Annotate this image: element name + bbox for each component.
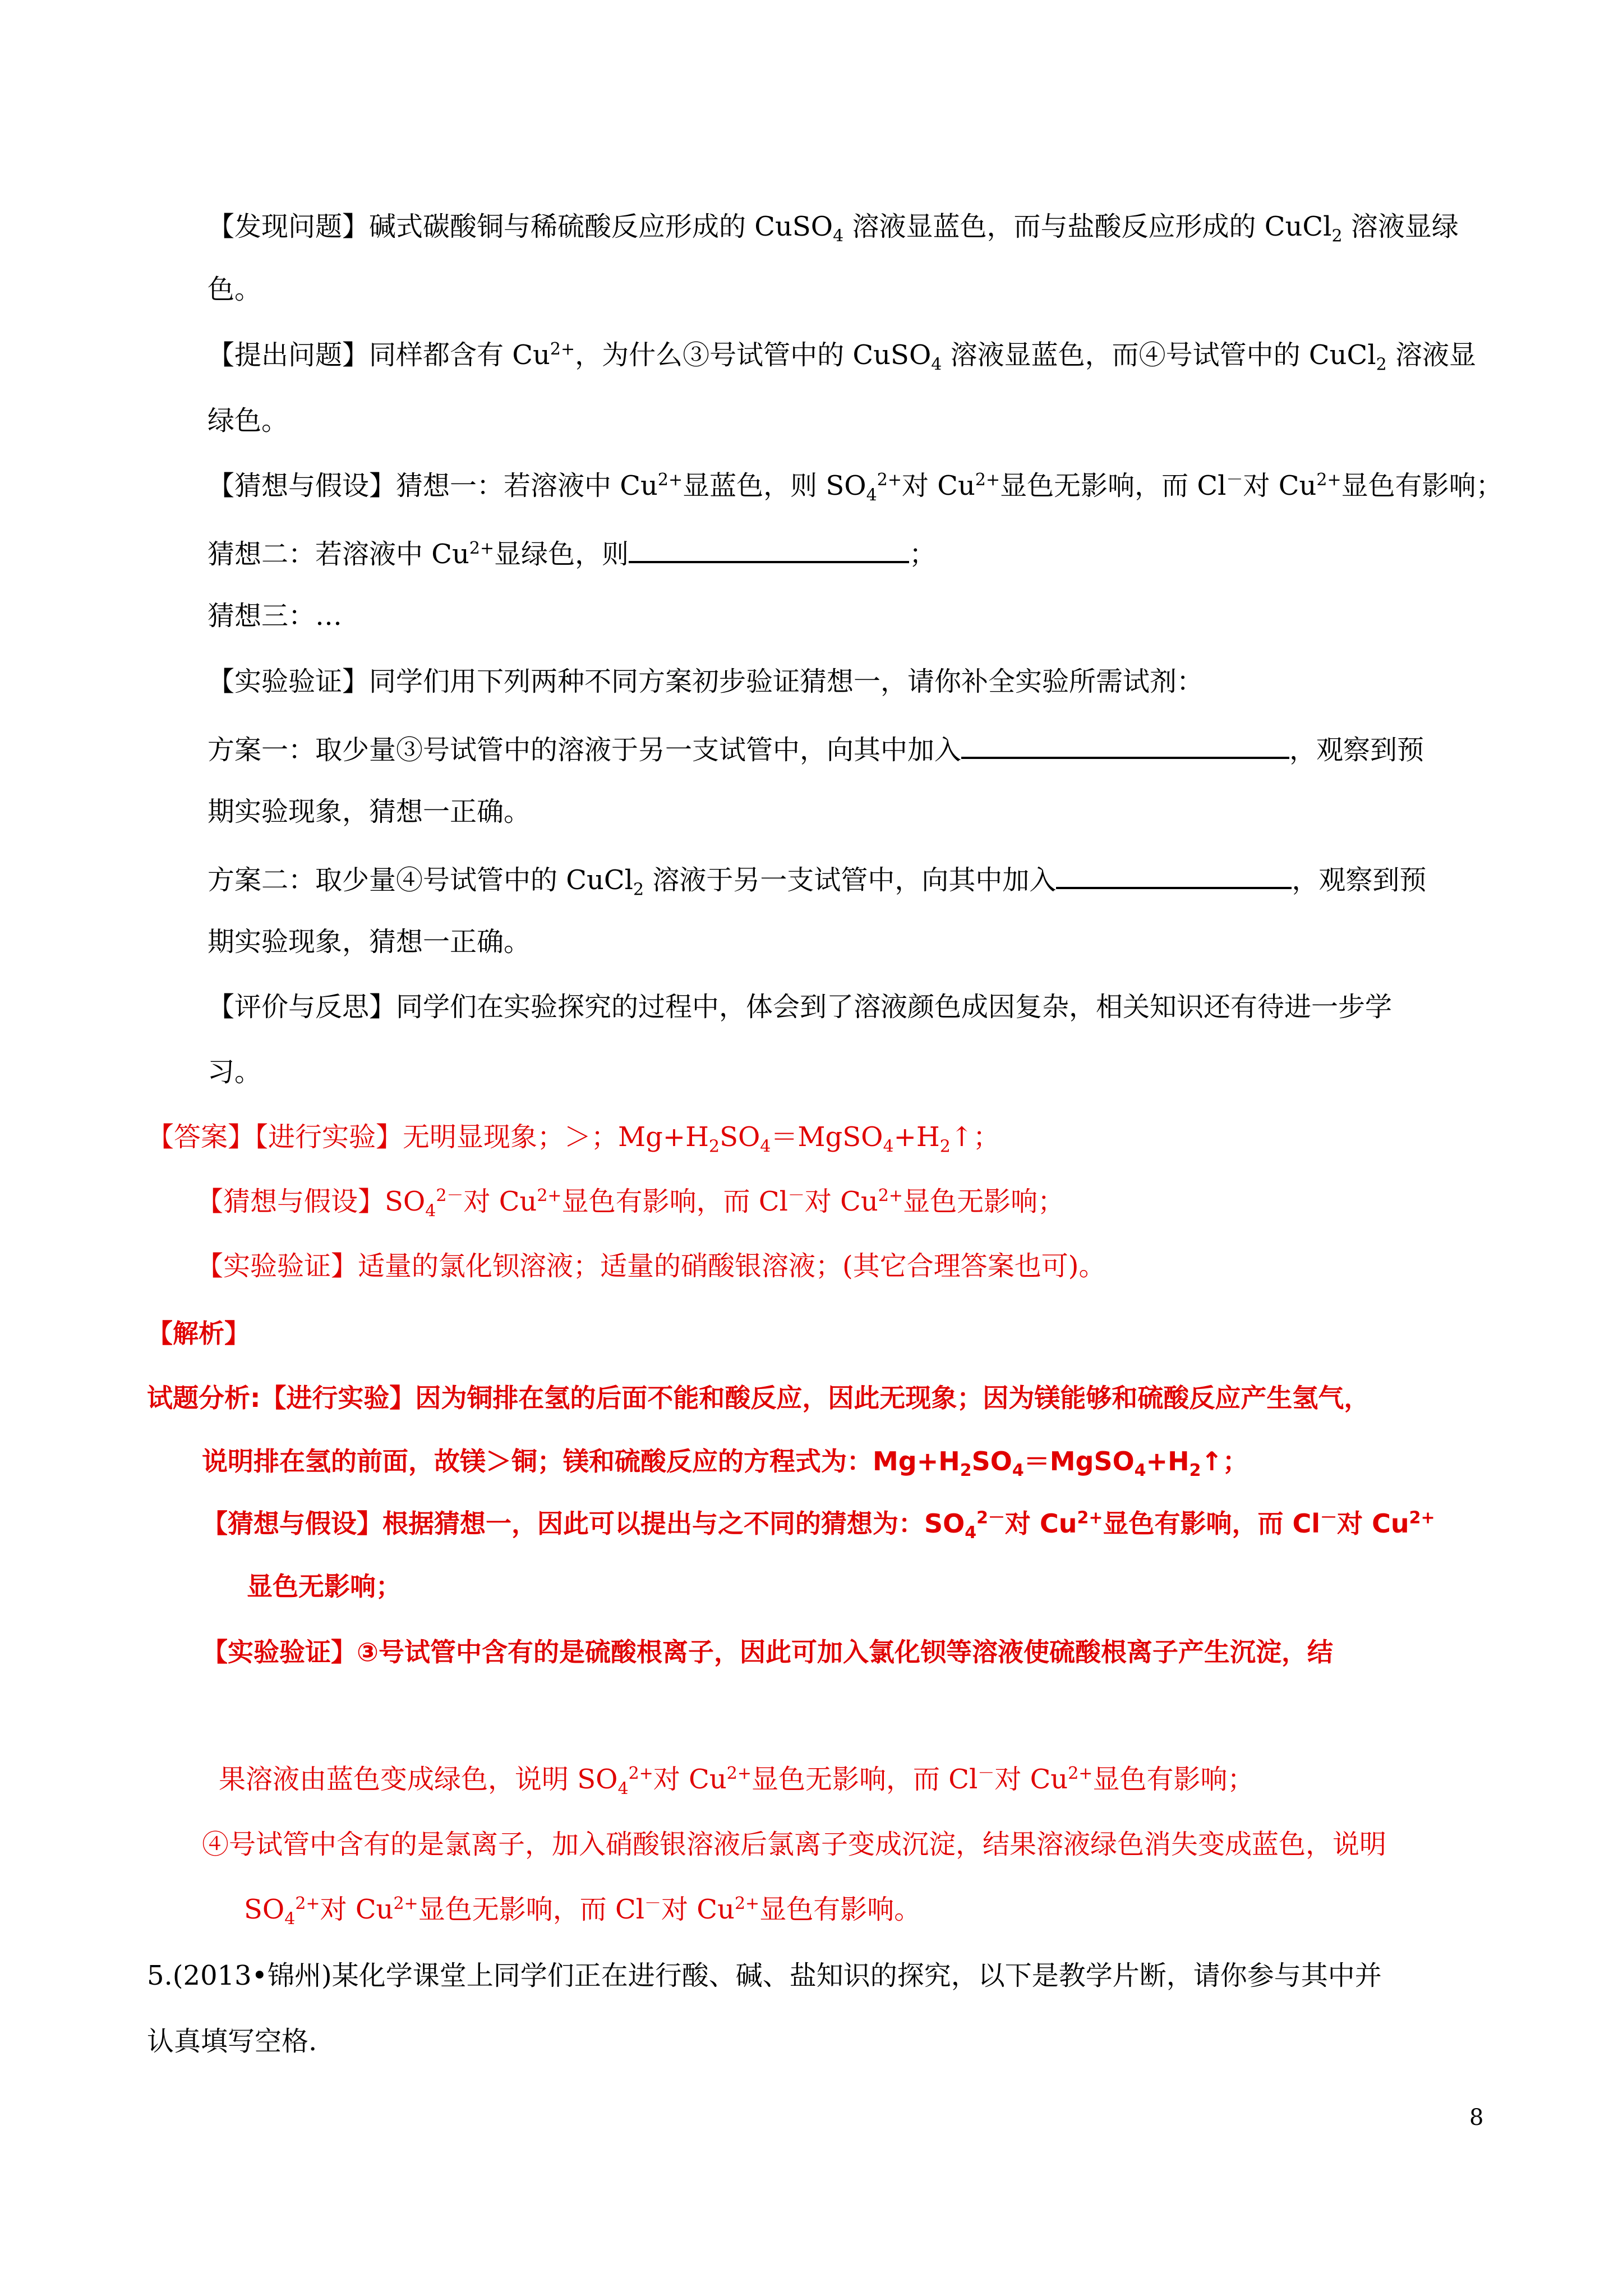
verify-line: 【实验验证】同学们用下列两种不同方案初步验证猜想一，请你补全实验所需试剂： [208, 666, 1204, 697]
analysis-line6: 果溶液由蓝色变成绿色，说明 $SO_4^{2+}$对 $Cu^{2+}$显色无影响，而 Cl－对 $Cu^{2+}$显色有影响； [219, 1764, 1255, 1799]
find-problem-label: 【发现问题】 [208, 211, 370, 242]
hypothesis-label: 【猜想与假设】 [208, 470, 396, 501]
guess2-blank[interactable] [629, 533, 909, 563]
analysis-line7: ④号试管中含有的是氯离子，加入硝酸银溶液后氯离子变成沉淀，结果溶液绿色消失变成蓝色，说明 [202, 1829, 1387, 1860]
analysis-line4: 显色无影响； [247, 1571, 402, 1602]
analysis-line1: 试题分析:【进行实验】因为铜排在氢的后面不能和酸反应，因此无现象；因为镁能够和硫酸反应产生氢气， [147, 1383, 1370, 1413]
plan1-line2: 期实验现象，猜想一正确。 [208, 796, 531, 827]
question5-line2: 认真填写空格. [147, 2026, 317, 2057]
analysis-line8: $SO_4^{2+}$对 $Cu^{2+}$显色无影响，而 Cl－对 $Cu^{2+}$显色有影响。 [244, 1894, 921, 1929]
hypothesis-line1: 【猜想与假设】猜想一：若溶液中 $Cu^{2+}$显蓝色，则 $SO_4^{2+}$对 $Cu^{2+}$显色无影响，而 Cl－对 $Cu^{2+}$显色有影响； [208, 470, 1503, 505]
plan1-blank[interactable] [961, 729, 1289, 759]
guess3-line: 猜想三：… [208, 600, 343, 632]
reflect-label: 【评价与反思】 [208, 991, 396, 1023]
ask-problem-line2: 绿色。 [208, 405, 289, 436]
reflect-line1: 【评价与反思】同学们在实验探究的过程中，体会到了溶液颜色成因复杂，相关知识还有待进一步学 [208, 991, 1393, 1023]
plan1-line1: 方案一：取少量③号试管中的溶液于另一支试管中，向其中加入 ，观察到预 [208, 729, 1424, 768]
plan2-line2: 期实验现象，猜想一正确。 [208, 926, 531, 958]
plan2-line1: 方案二：取少量④号试管中的 CuCl$_2$ 溶液于另一支试管中，向其中加入 ，观察到预 [208, 859, 1426, 898]
plan2-blank[interactable] [1056, 859, 1292, 889]
question5-line1: 5.(2013•锦州)某化学课堂上同学们正在进行酸、碱、盐知识的探究，以下是教学片断，请你参与其中并 [147, 1960, 1382, 1991]
ask-problem-label: 【提出问题】 [208, 339, 370, 371]
answer-line1: 【答案】【进行实验】无明显现象；＞；$Mg+H_2SO_4=MgSO_4+H_2↑$； [147, 1121, 1000, 1157]
find-problem-line2: 色。 [208, 274, 262, 305]
ask-problem-line1: 【提出问题】同样都含有 $Cu^{2+}$，为什么③号试管中的 CuSO$_4$ 溶液显蓝色，而④号试管中的 CuCl$_2$ 溶液显 [208, 339, 1476, 375]
guess2-line: 猜想二：若溶液中 $Cu^{2+}$显绿色，则 ； [208, 533, 936, 572]
answer-line3: 【实验验证】适量的氯化钡溶液；适量的硝酸银溶液；(其它合理答案也可)。 [196, 1250, 1106, 1282]
page-number: 8 [1469, 2105, 1484, 2131]
verify-label: 【实验验证】 [208, 666, 370, 697]
reflect-line2: 习。 [208, 1056, 262, 1088]
find-problem-line1: 【发现问题】碱式碳酸铜与稀硫酸反应形成的 CuSO$_4$ 溶液显蓝色，而与盐酸反应形成的 CuCl$_2$ 溶液显绿 [208, 211, 1459, 246]
analysis-line3: 【猜想与假设】根据猜想一，因此可以提出与之不同的猜想为：$SO_4^{2-}$对 $Cu^{2+}$显色有影响，而 Cl－对 $Cu^{2+}$ [202, 1508, 1435, 1543]
answer-line2: 【猜想与假设】$SO_4^{2-}$对 $Cu^{2+}$显色有影响，而 Cl－对 $Cu^{2+}$显色无影响； [196, 1186, 1065, 1221]
analysis-line2: 说明排在氢的前面，故镁＞铜；镁和硫酸反应的方程式为：$Mg+H_2SO_4=MgSO_4+H_2↑$； [202, 1446, 1249, 1481]
analysis-line5: 【实验验证】③号试管中含有的是硫酸根离子，因此可加入氯化钡等溶液使硫酸根离子产生沉淀，结 [202, 1637, 1333, 1667]
analysis-label: 【解析】 [147, 1318, 250, 1349]
